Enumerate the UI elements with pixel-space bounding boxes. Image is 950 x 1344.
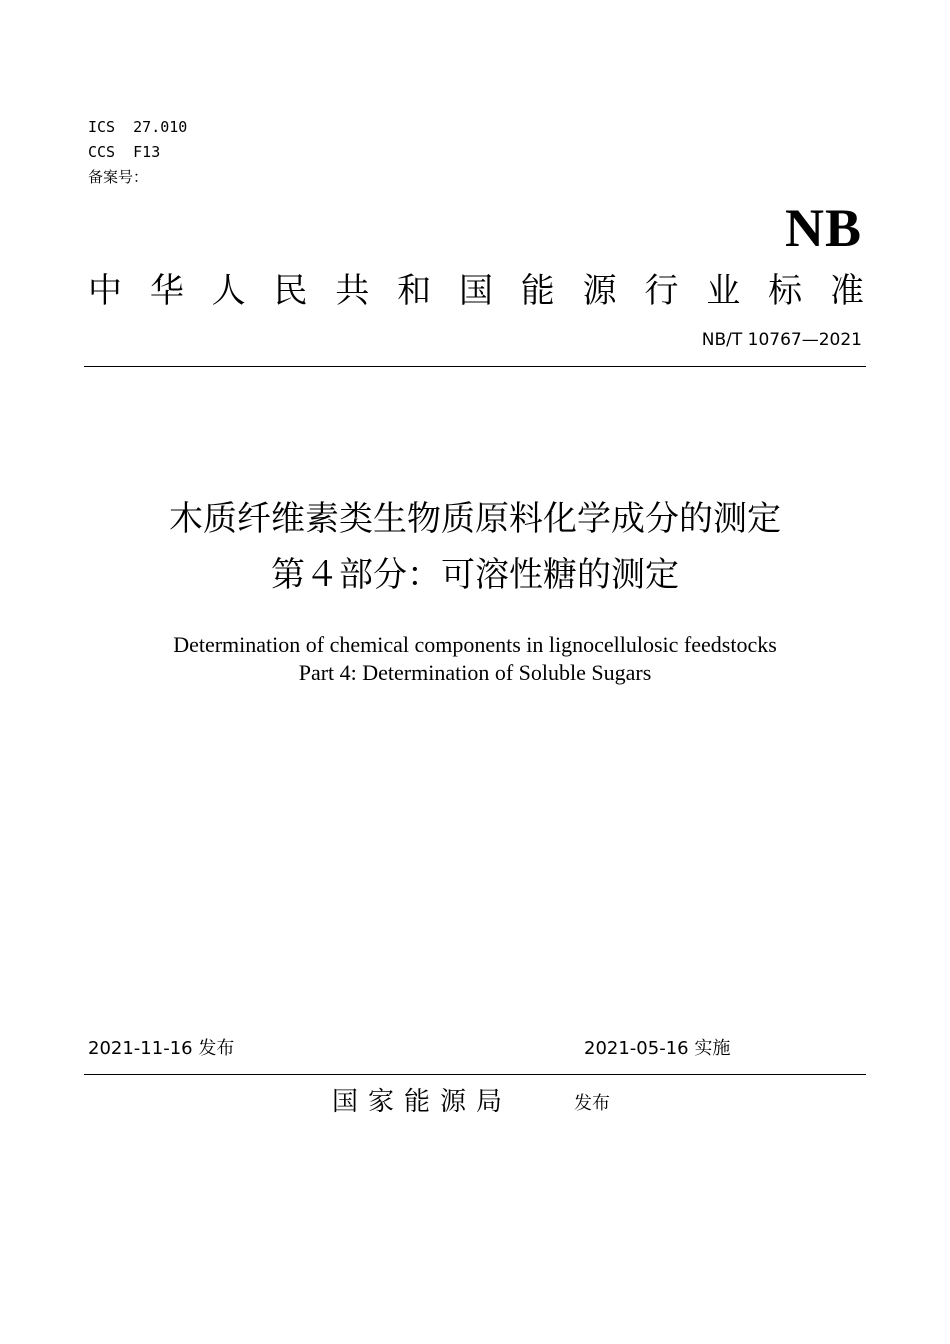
standard-category-title — [88, 266, 864, 316]
standard-name-char: 和 — [397, 271, 432, 311]
record-number: 备案号： — [88, 168, 149, 186]
standard-name-char: 能 — [520, 271, 555, 311]
standard-name-char: 行 — [644, 271, 679, 311]
nb-logo: NB — [784, 198, 862, 258]
standard-name-char: 准 — [829, 271, 864, 311]
standard-code: NB/T 10767—2021 — [701, 330, 862, 350]
english-title-line-2: Part 4: Determination of Soluble Sugars — [298, 660, 652, 685]
issuing-authority: 国家能源局 — [332, 1087, 513, 1117]
implementation-date: 2021-05-16 实施 — [584, 1038, 731, 1059]
chinese-title-line-1: 木质纤维素类生物质原料化学成分的测定 — [169, 499, 781, 539]
standard-name-char: 人 — [211, 271, 246, 311]
document-metadata — [88, 115, 187, 190]
english-title-line-1: Determination of chemical components in lignocellulosic feedstocks — [173, 632, 777, 657]
header-divider — [84, 366, 866, 367]
standard-name-char: 华 — [149, 271, 184, 311]
chinese-title-line-2: 第４部分：可溶性糖的测定 — [271, 555, 679, 595]
ccs-code: CCS F13 — [88, 143, 161, 161]
standard-name-char: 源 — [582, 271, 617, 311]
standard-name-char: 业 — [706, 271, 741, 311]
standard-name-char: 共 — [335, 271, 370, 311]
standard-name-char: 中 — [88, 271, 122, 311]
footer-divider — [84, 1074, 866, 1075]
standard-name-char: 民 — [273, 271, 308, 311]
standard-name-char: 标 — [768, 271, 803, 311]
standard-name-char: 国 — [458, 271, 493, 311]
issue-date: 2021-11-16 发布 — [88, 1038, 235, 1059]
issued-label: 发布 — [574, 1093, 610, 1114]
ics-code: ICS 27.010 — [88, 118, 188, 136]
